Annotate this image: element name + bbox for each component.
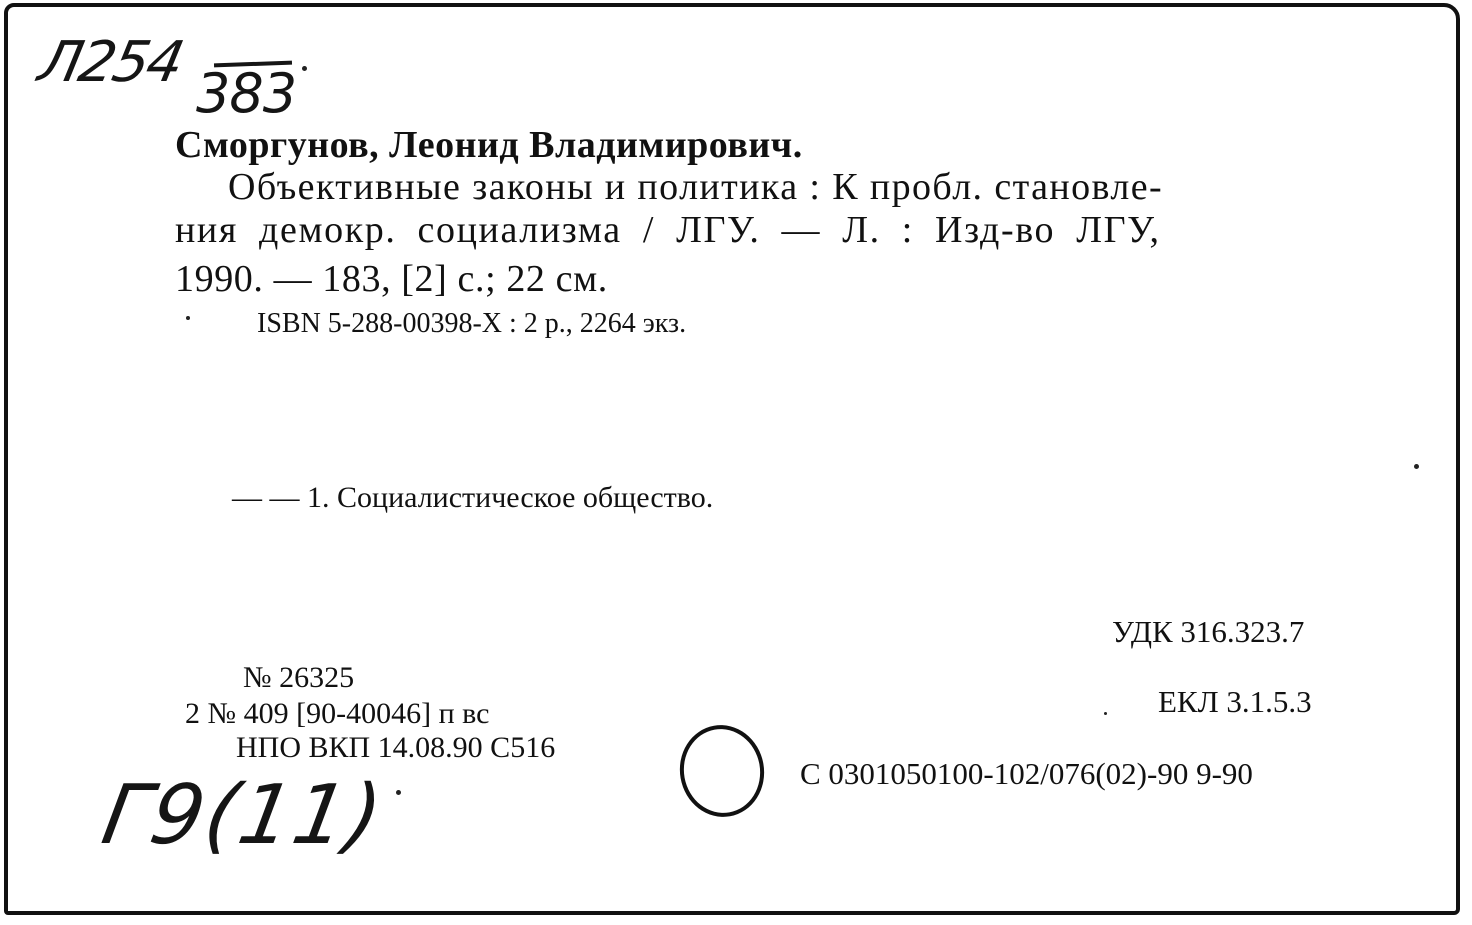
handwritten-note: Г9(11)	[95, 768, 391, 863]
title-line-2: ния демокр. социализма / ЛГУ. — Л. : Изд-во ЛГУ,	[175, 209, 1161, 251]
classification-code: С 0301050100-102/076(02)-90 9-90	[800, 756, 1253, 791]
ink-speck	[186, 316, 190, 320]
press-line: НПО ВКП 14.08.90 С516	[236, 731, 556, 764]
subject-heading: — — 1. Социалистическое общество.	[232, 481, 714, 514]
print-job-line: 2 № 409 [90-40046] п вс	[185, 697, 490, 730]
ink-speck	[1104, 712, 1107, 715]
order-number: № 26325	[243, 661, 355, 694]
ekl-code: ЕКЛ 3.1.5.3	[1158, 684, 1312, 719]
ink-speck	[302, 66, 307, 71]
isbn-line: ISBN 5-288-00398-X : 2 р., 2264 экз.	[257, 308, 687, 339]
udc-code: УДК 316.323.7	[1112, 614, 1305, 649]
title-line-3: 1990. — 183, [2] с.; 22 см.	[175, 258, 608, 300]
handwritten-shelf-mark: Л254	[33, 30, 188, 95]
handwritten-shelf-sub: 383	[196, 62, 297, 125]
author-heading: Сморгунов, Леонид Владимирович.	[175, 124, 803, 166]
ink-speck	[1414, 464, 1419, 469]
ink-speck	[396, 790, 401, 795]
title-line-1: Объективные законы и политика : К пробл. становле-	[228, 166, 1164, 208]
